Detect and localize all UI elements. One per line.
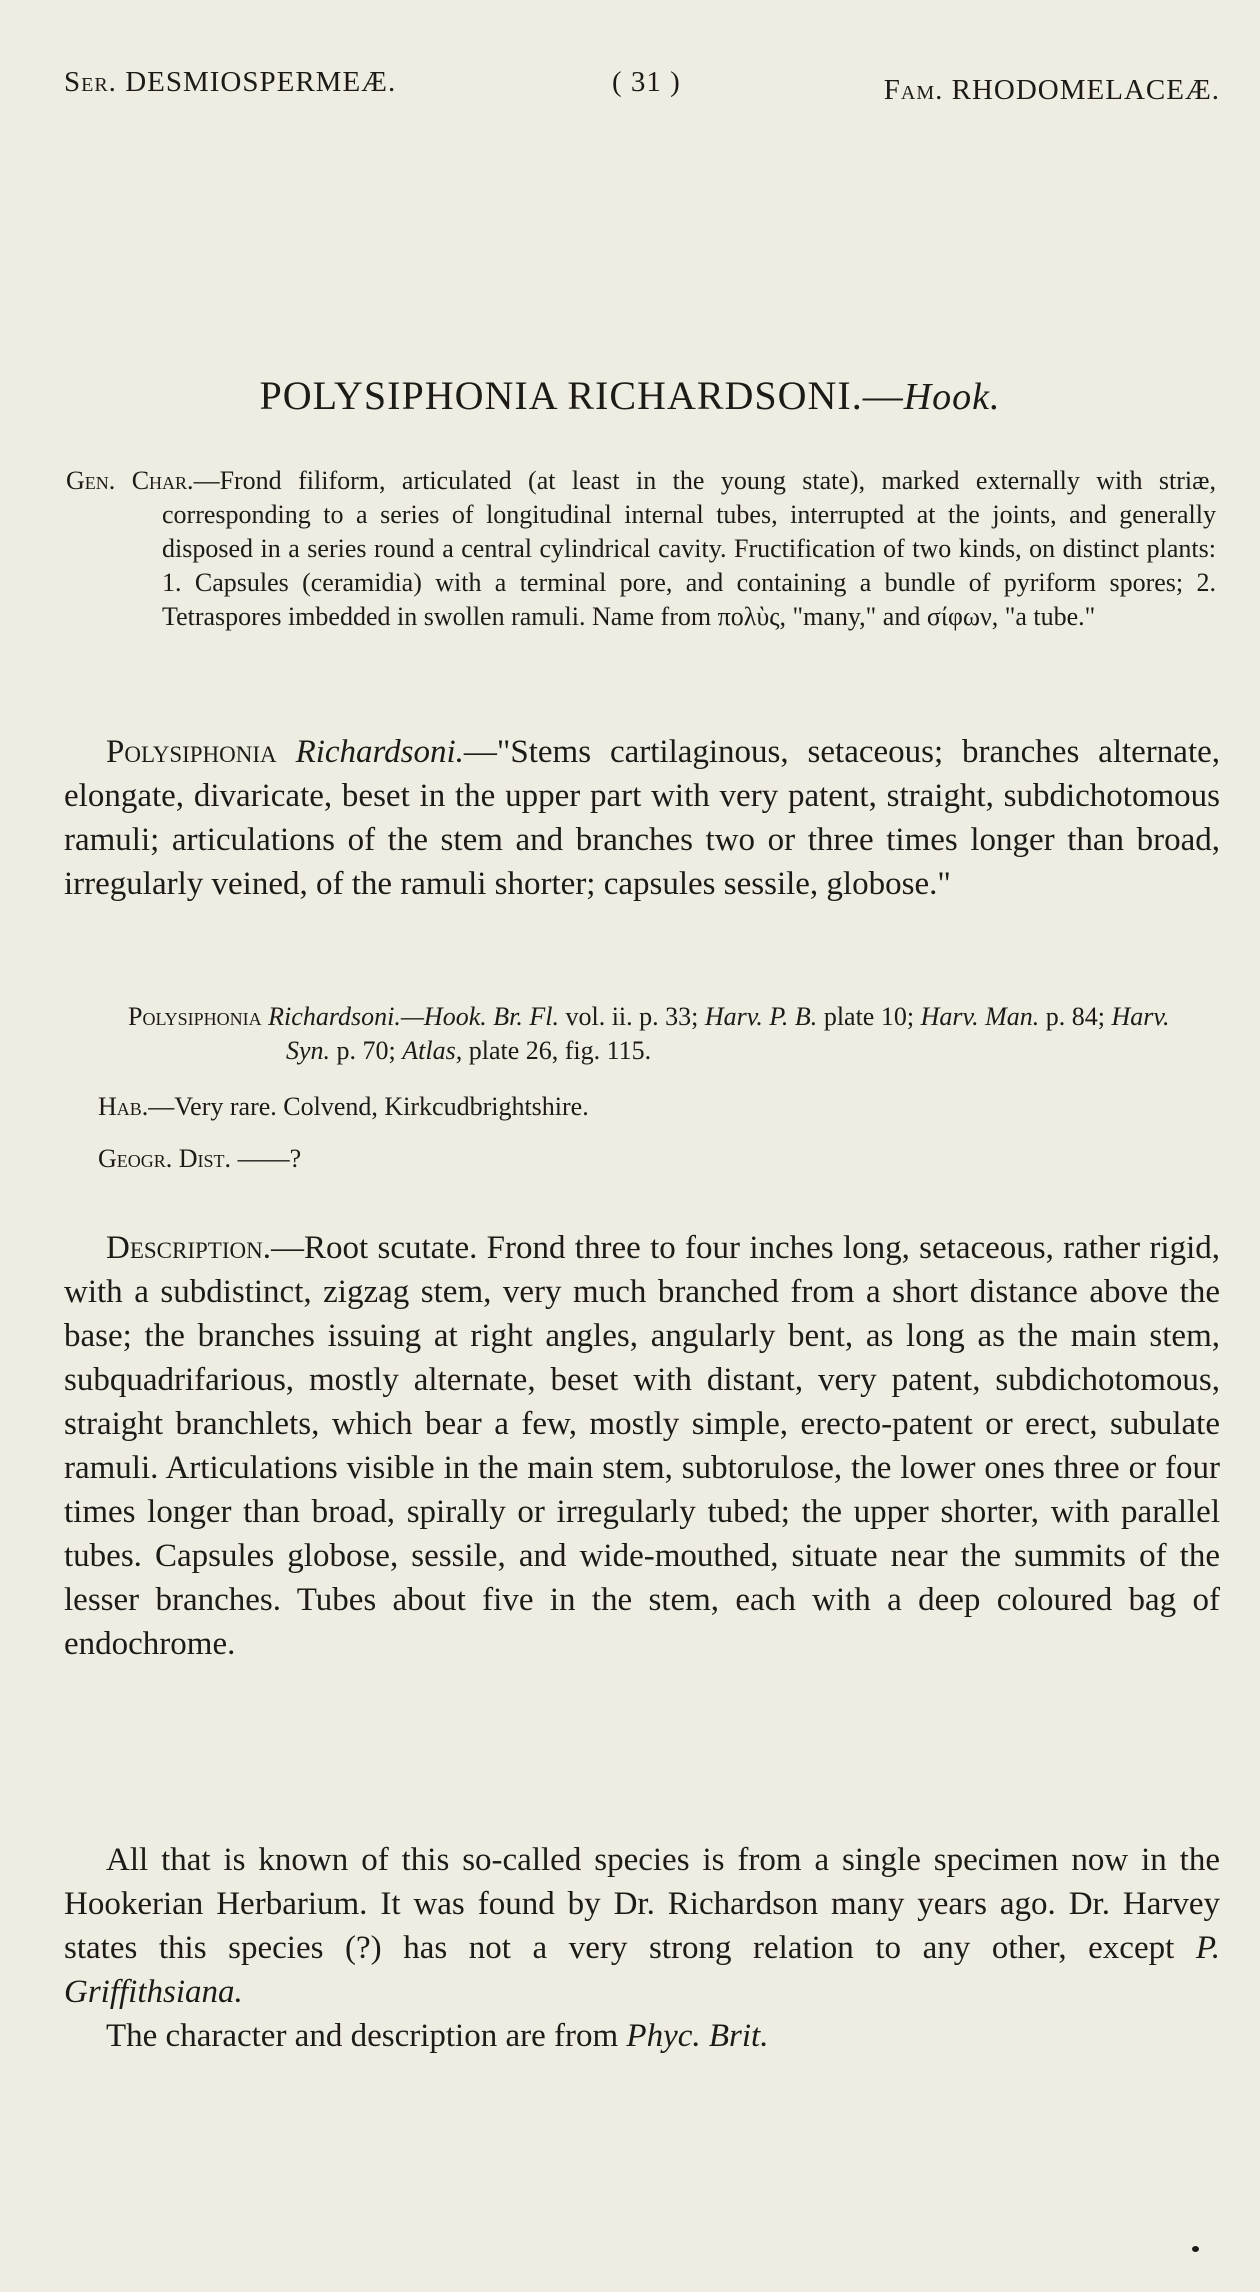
running-head xyxy=(64,66,1220,106)
closing-notes xyxy=(64,1838,1220,2058)
family-heading: Fam. RHODOMELACEÆ. xyxy=(883,74,1220,106)
geographic-distribution: Geogr. Dist. ——? xyxy=(98,1144,302,1173)
references: Polysiphonia Richardsoni.—Hook. Br. Fl. vol. ii. p. 33; Harv. P. B. plate 10; Harv. Man. p. 84; Harv. Syn. p. 70; Atlas, plate 26, fig. 115. xyxy=(128,1002,1170,1065)
species-char-text: —"Stems cartilaginous, setaceous; branches alternate, elongate, divaricate, beset in the upper part with very patent, straight, subdichotomous ramuli; articulations of the stem and branches two or three times longer than broad, irregularly veined, of the ramuli shorter; capsules sessile, globose." xyxy=(64,734,1221,902)
series-heading: Ser. DESMIOSPERMEÆ. xyxy=(64,66,397,98)
title-author: Hook. xyxy=(903,376,1001,418)
habitat: Hab.—Very rare. Colvend, Kirkcudbrightshire. xyxy=(98,1092,589,1121)
generic-character xyxy=(66,464,1216,634)
page-number: ( 31 ) xyxy=(612,66,681,98)
species-title: POLYSIPHONIA RICHARDSONI.—Hook. xyxy=(259,373,1001,418)
gen-char-text: —Frond filiform, articulated (at least in the young state), marked externally with striæ, corresponding to a series of longitudinal internal tubes, interrupted at the joints, and generally disposed in a series round a central cylindrical cavity. Fructification of two kinds, on distinct plants: 1. Capsules (ceramidia) with a terminal pore, and containing a bundle of pyriform spores; 2. Tetraspores imbedded in swollen ramuli. Name from πολὺς, "many," and σίφων, "a tube." xyxy=(162,466,1216,631)
description xyxy=(64,1226,1220,1666)
description-label: Description. xyxy=(106,1230,271,1266)
species-character: Polysiphonia Richardsoni.—"Stems cartilaginous, setaceous; branches alternate, elongate, divaricate, beset in the upper part with very patent, straight, subdichotomous ramuli; articulations of the stem and branches two or three times longer than broad, irregularly veined, of the ramuli shorter; capsules sessile, globose." xyxy=(64,734,1221,902)
ink-speck xyxy=(1192,2246,1199,2252)
gen-char-label: Gen. Char. xyxy=(66,466,194,495)
closing-paragraph: All that is known of this so-called species is from a single specimen now in the Hookerian Herbarium. It was found by Dr. Richardson many years ago. Dr. Harvey states this species (?) has not a very strong relation to any other, except P. Griffithsiana. xyxy=(64,1842,1220,2010)
description-text: —Root scutate. Frond three to four inches long, setaceous, rather rigid, with a subdistinct, zigzag stem, very much branched from a short distance above the base; the branches issuing at right angles, angularly bent, as long as the main stem, subquadrifarious, mostly alternate, beset with distant, very patent, subdichotomous, straight branchlets, which bear a few, mostly simple, erecto-patent or erect, subulate ramuli. Articulations visible in the main stem, subtorulose, the lower ones three or four times longer than broad, spirally or irregularly tubed; the upper shorter, with parallel tubes. Capsules globose, sessile, and wide-mouthed, situate near the summits of the lesser branches. Tubes about five in the stem, each with a deep coloured bag of endochrome. xyxy=(64,1230,1220,1662)
source-note: The character and description are from Phyc. Brit. xyxy=(106,2018,769,2054)
